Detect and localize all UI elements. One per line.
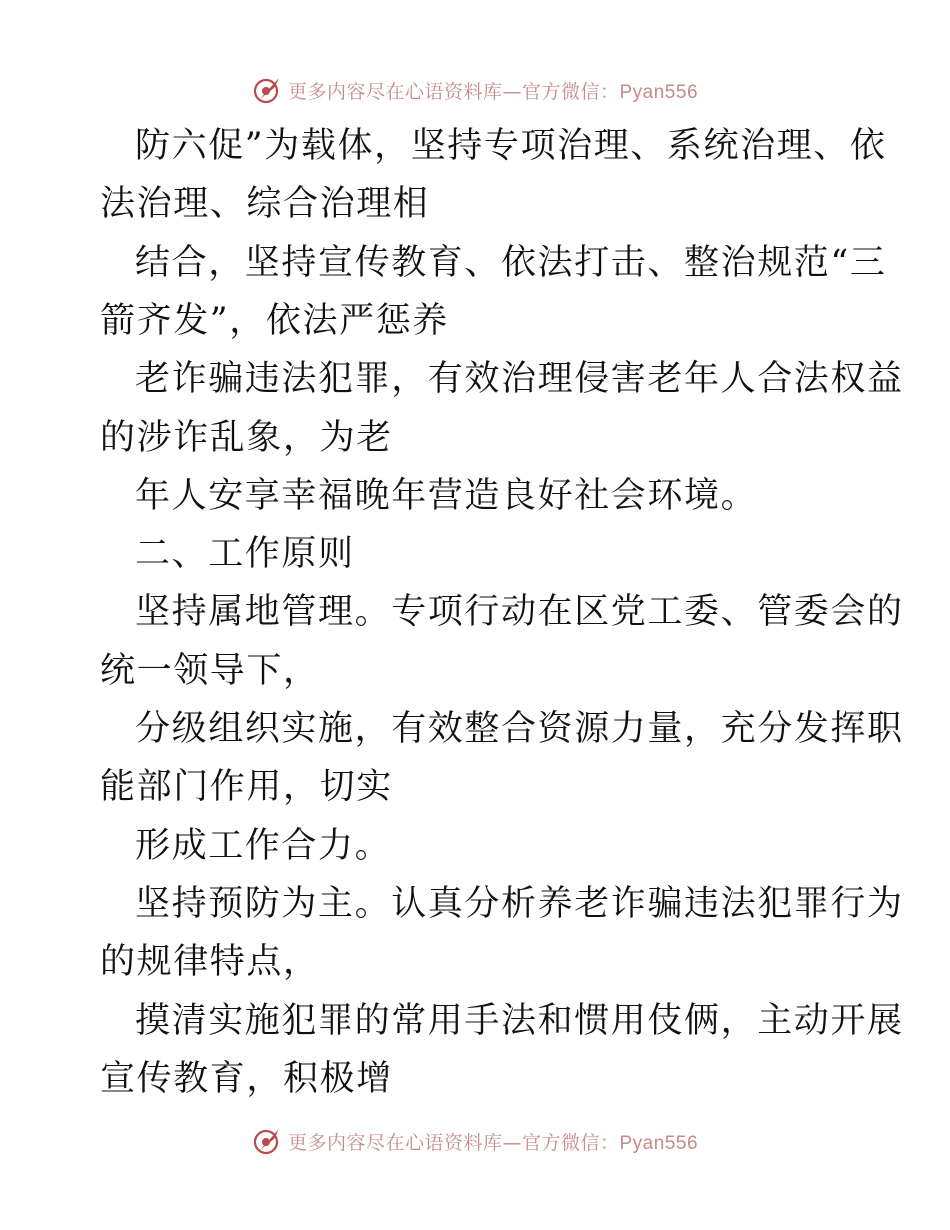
text-line: 坚持预防为主。认真分析养老诈骗违法犯罪行为 [135, 883, 904, 924]
text-line: 能部门作用，切实 [100, 767, 393, 808]
text-line: 年人安享幸福晚年营造良好社会环境。 [135, 475, 758, 516]
text-line: 宣传教育，积极增 [100, 1058, 393, 1099]
text-line: 统一领导下， [100, 650, 320, 691]
watermark-text: 更多内容尽在心语资料库—官方微信：Pyan556 [287, 1131, 699, 1154]
text-line: 二、工作原则 [135, 534, 355, 575]
text-line: 的规律特点， [100, 942, 320, 983]
text-line: 分级组织实施，有效整合资源力量，充分发挥职 [135, 709, 904, 749]
quill-logo-icon [252, 1126, 282, 1156]
footer-watermark [0, 1121, 950, 1161]
text-line: 结合，坚持宣传教育、依法打击、整治规范“三 [135, 242, 887, 283]
text-line: 老诈骗违法犯罪，有效治理侵害老年人合法权益 [135, 359, 904, 400]
text-line: 箭齐发”，依法严惩养 [100, 300, 449, 341]
text-line: 法治理、综合治理相 [100, 184, 430, 225]
text-line: 形成工作合力。 [135, 825, 392, 866]
text-line: 防六促”为载体，坚持专项治理、系统治理、依 [135, 126, 887, 166]
text-line: 坚持属地管理。专项行动在区党工委、管委会的 [135, 592, 904, 633]
text-line: 的涉诈乱象，为老 [100, 417, 393, 458]
text-line: 摸清实施犯罪的常用手法和惯用伎俩，主动开展 [135, 1000, 904, 1041]
watermark-text: 更多内容尽在心语资料库—官方微信：Pyan556 [287, 80, 699, 103]
